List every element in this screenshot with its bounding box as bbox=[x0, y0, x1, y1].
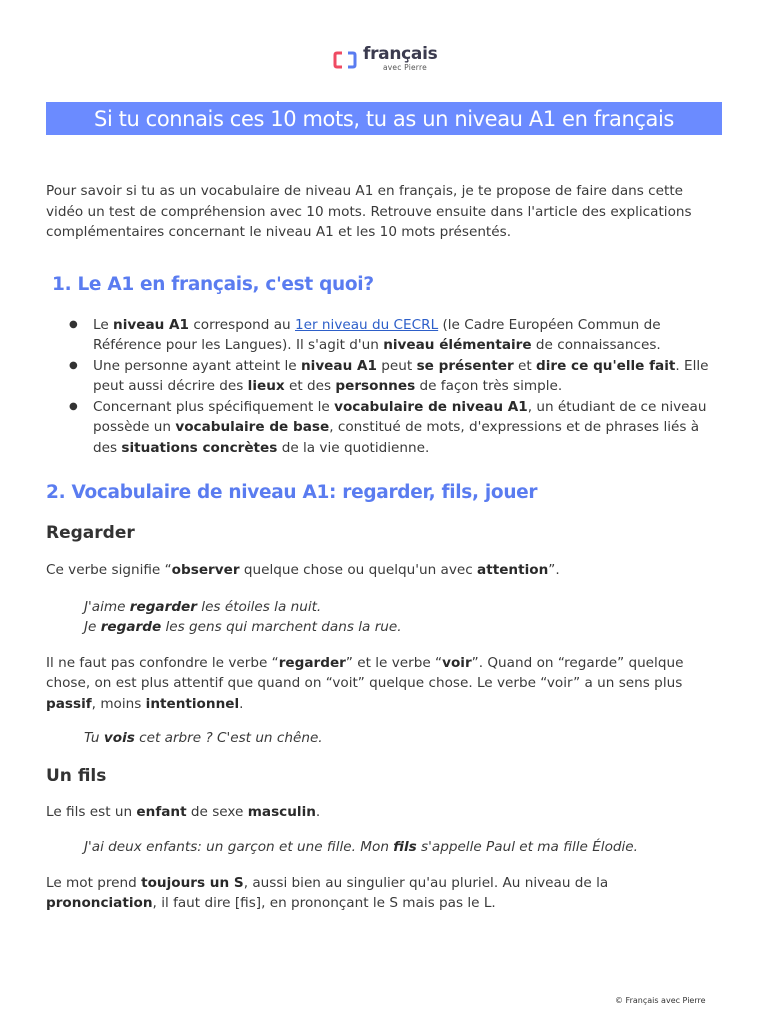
text-run: quelque chose ou quelqu'un avec bbox=[239, 562, 478, 578]
text-run: , un étudiant de ce niveau possède un bbox=[93, 398, 707, 435]
text-run: Le mot prend bbox=[46, 874, 142, 891]
example-sentence bbox=[84, 728, 722, 749]
bold-term: voir bbox=[442, 654, 472, 671]
text-run: , constitué de mots, d'expressions et de phrases liés à des bbox=[93, 419, 700, 456]
logo-text bbox=[363, 46, 437, 72]
example-sentence bbox=[84, 617, 722, 638]
text-run: les étoiles la nuit. bbox=[196, 598, 322, 615]
article-content bbox=[46, 181, 722, 914]
bold-term: regarder bbox=[278, 654, 346, 671]
copyright-footer: © Français avec Pierre bbox=[615, 996, 706, 1005]
bold-term: vocabulaire de base bbox=[175, 419, 330, 435]
explanation-paragraph bbox=[46, 653, 722, 715]
bold-term: niveau élémentaire bbox=[383, 337, 532, 353]
definition-paragraph bbox=[46, 560, 722, 581]
explanation-paragraph bbox=[46, 873, 722, 914]
quote-brackets-icon bbox=[333, 51, 357, 69]
site-logo[interactable] bbox=[333, 46, 437, 72]
bold-term: intentionnel bbox=[145, 695, 240, 712]
logo-subtitle: avec Pierre bbox=[383, 63, 427, 72]
list-item bbox=[93, 356, 722, 397]
section1-heading: 1. Le A1 en français, c'est quoi? bbox=[52, 273, 374, 295]
text-run: Concernant plus spécifiquement le bbox=[93, 398, 335, 415]
bold-term: situations concrètes bbox=[121, 439, 278, 456]
bold-term: lieux bbox=[247, 378, 285, 394]
bold-term: fils bbox=[393, 839, 417, 855]
a1-bullet-list bbox=[46, 315, 722, 459]
bold-term: vois bbox=[103, 730, 135, 746]
text-run: J'aime bbox=[84, 598, 130, 615]
title-banner bbox=[46, 102, 722, 135]
example-block bbox=[46, 597, 722, 638]
text-run: (le Cadre Européen Commun de Référence pour les Langues). Il s'agit d'un bbox=[93, 316, 661, 353]
bold-term: masculin bbox=[247, 803, 316, 820]
bold-term: regarder bbox=[129, 598, 197, 615]
text-run: de la vie quotidienne. bbox=[277, 439, 430, 456]
text-run: ”. bbox=[548, 562, 560, 578]
text-run: , il faut dire [fis], en prononçant le S mais pas le L. bbox=[152, 895, 496, 911]
bold-term: toujours un S bbox=[141, 874, 244, 891]
bold-term: enfant bbox=[136, 803, 187, 820]
bold-term: attention bbox=[477, 562, 549, 578]
text-run: Le bbox=[93, 316, 114, 333]
text-run: et des bbox=[284, 378, 336, 394]
bold-term: personnes bbox=[335, 378, 416, 394]
bold-term: niveau A1 bbox=[113, 316, 190, 333]
text-run: . Elle peut aussi décrire des bbox=[93, 357, 709, 394]
text-run: Je bbox=[84, 619, 101, 635]
text-run: ” et le verbe “ bbox=[345, 654, 443, 671]
text-run: ”. Quand on “regarde” quelque chose, on est plus attentif que quand on “voit” quelque chose. Le verbe “voir” a un sens plus bbox=[46, 654, 684, 691]
list-item bbox=[93, 397, 722, 459]
word-heading-regarder: Regarder bbox=[46, 523, 135, 543]
bold-term: vocabulaire de niveau A1 bbox=[334, 398, 528, 415]
text-run: cet arbre ? C'est un chêne. bbox=[134, 730, 323, 746]
text-run: s'appelle Paul et ma fille Élodie. bbox=[416, 839, 638, 855]
bold-term: dire ce qu'elle fait bbox=[536, 357, 676, 374]
text-run: Le fils est un bbox=[46, 803, 137, 820]
text-run: Il ne faut pas confondre le verbe “ bbox=[46, 654, 279, 671]
text-run: , moins bbox=[91, 695, 146, 712]
text-run: peut bbox=[376, 357, 417, 374]
bold-term: se présenter bbox=[416, 357, 514, 374]
text-run: . bbox=[239, 695, 244, 712]
example-sentence bbox=[84, 837, 722, 858]
bold-term: regarde bbox=[100, 619, 162, 635]
word-heading-fils: Un fils bbox=[46, 765, 107, 786]
bold-term: passif bbox=[46, 695, 92, 712]
cecrl-link[interactable]: 1er niveau du CECRL bbox=[295, 316, 439, 333]
text-run: et bbox=[513, 357, 537, 374]
section2-heading: 2. Vocabulaire de niveau A1: regarder, fils, jouer bbox=[46, 482, 538, 503]
text-run: J'ai deux enfants: un garçon et une fille. Mon bbox=[84, 839, 394, 855]
text-run: Tu bbox=[84, 730, 104, 746]
text-run: Ce verbe signifie “ bbox=[46, 562, 172, 578]
example-sentence bbox=[84, 597, 722, 618]
text-run: Une personne ayant atteint le bbox=[93, 357, 301, 374]
intro-paragraph: Pour savoir si tu as un vocabulaire de niveau A1 en français, je te propose de faire dans cette vidéo un test de compréhension avec 10 mots. Retrouve ensuite dans l'article des explications complémentaires concernant le niveau A1 et les 10 mots présentés. bbox=[46, 183, 692, 240]
bold-term: prononciation bbox=[46, 895, 153, 911]
text-run: , aussi bien au singulier qu'au pluriel. Au niveau de la bbox=[243, 874, 609, 891]
text-run: de connaissances. bbox=[531, 337, 661, 353]
list-item bbox=[93, 315, 722, 356]
text-run: de sexe bbox=[186, 803, 248, 820]
page-title: Si tu connais ces 10 mots, tu as un niveau A1 en français bbox=[94, 106, 674, 131]
text-run: les gens qui marchent dans la rue. bbox=[161, 619, 402, 635]
text-run: . bbox=[315, 803, 321, 820]
text-run: correspond au bbox=[189, 316, 295, 333]
text-run: de façon très simple. bbox=[415, 378, 563, 394]
bold-term: niveau A1 bbox=[300, 357, 377, 374]
logo-main-text: français bbox=[363, 44, 438, 64]
bold-term: observer bbox=[171, 562, 240, 578]
definition-paragraph bbox=[46, 802, 722, 823]
